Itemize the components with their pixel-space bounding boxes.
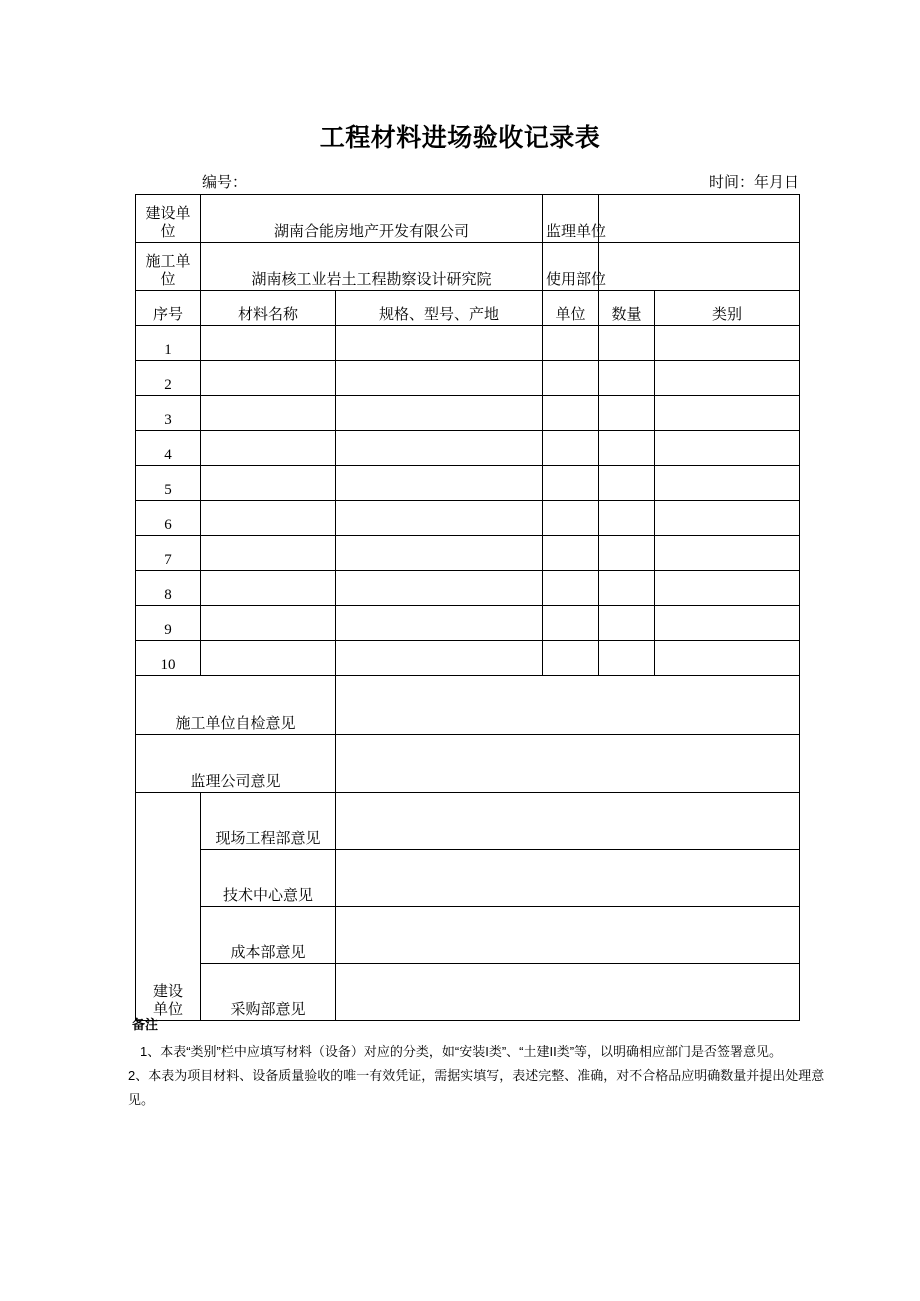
value-contractor-unit[interactable]: 湖南核工业岩土工程勘察设计研究院 [201, 243, 543, 291]
cell-qty[interactable] [599, 571, 655, 606]
cell-no: 10 [136, 641, 201, 676]
value-supervisor-company[interactable] [336, 735, 800, 793]
cell-name[interactable] [201, 326, 336, 361]
cell-spec[interactable] [336, 606, 543, 641]
label-usage-position: 使用部位 [543, 243, 599, 291]
table-row [136, 326, 800, 361]
cell-qty[interactable] [599, 641, 655, 676]
cell-qty[interactable] [599, 396, 655, 431]
cell-unit[interactable] [543, 501, 599, 536]
label-contractor-self-check: 施工单位自检意见 [136, 676, 336, 735]
label-supervisor-company: 监理公司意见 [136, 735, 336, 793]
cell-name[interactable] [201, 606, 336, 641]
cell-no: 6 [136, 501, 201, 536]
cell-qty[interactable] [599, 326, 655, 361]
cell-category[interactable] [655, 361, 800, 396]
cell-no: 5 [136, 466, 201, 501]
cell-category[interactable] [655, 606, 800, 641]
cell-spec[interactable] [336, 361, 543, 396]
cell-name[interactable] [201, 501, 336, 536]
cell-spec[interactable] [336, 326, 543, 361]
header-quantity: 数量 [599, 291, 655, 326]
label-supervision-unit: 监理单位 [543, 195, 599, 243]
cell-qty[interactable] [599, 361, 655, 396]
opinion-row-purchasing-dept [136, 964, 800, 1021]
value-cost-dept-opinion[interactable] [336, 907, 800, 964]
cell-no: 7 [136, 536, 201, 571]
table-header-row [136, 291, 800, 326]
info-row-construction-unit [136, 195, 800, 243]
cell-name[interactable] [201, 431, 336, 466]
notes-title: 备注 [132, 1017, 159, 1032]
header-material-name: 材料名称 [201, 291, 336, 326]
cell-name[interactable] [201, 571, 336, 606]
header-spec: 规格、型号、产地 [336, 291, 543, 326]
cell-category[interactable] [655, 326, 800, 361]
material-acceptance-table [135, 194, 800, 1021]
table-row [136, 361, 800, 396]
header-no: 序号 [136, 291, 201, 326]
label-site-engineering-opinion: 现场工程部意见 [201, 793, 336, 850]
info-row-contractor-unit [136, 243, 800, 291]
owner-unit-label-line1: 建设 [152, 983, 183, 1000]
cell-name[interactable] [201, 361, 336, 396]
table-row [136, 396, 800, 431]
cell-no: 8 [136, 571, 201, 606]
cell-spec[interactable] [336, 571, 543, 606]
cell-unit[interactable] [543, 431, 599, 466]
cell-qty[interactable] [599, 606, 655, 641]
cell-spec[interactable] [336, 536, 543, 571]
cell-name[interactable] [201, 466, 336, 501]
cell-category[interactable] [655, 396, 800, 431]
cell-qty[interactable] [599, 501, 655, 536]
cell-category[interactable] [655, 536, 800, 571]
value-supervision-unit[interactable] [599, 195, 800, 243]
cell-category[interactable] [655, 501, 800, 536]
cell-spec[interactable] [336, 641, 543, 676]
cell-no: 3 [136, 396, 201, 431]
opinion-row-cost-dept [136, 907, 800, 964]
form-number-label: 编号： [202, 175, 248, 191]
cell-name[interactable] [201, 536, 336, 571]
note-item-2: 2、本表为项目材料、设备质量验收的唯一有效凭证，需据实填写，表述完整、准确，对不合格品应明确数量并提出处理意见。 [128, 1068, 825, 1108]
opinion-row-site-engineering [136, 793, 800, 850]
opinion-row-supervisor-company [136, 735, 800, 793]
table-row [136, 466, 800, 501]
label-purchasing-dept-opinion: 采购部意见 [201, 964, 336, 1021]
value-contractor-self-check[interactable] [336, 676, 800, 735]
cell-name[interactable] [201, 641, 336, 676]
note-item-1: 1、本表“类别”栏中应填写材料（设备）对应的分类，如“安装I类”、“土建II类”等，以明确相应部门是否签署意见。 [140, 1044, 783, 1059]
form-date-label: 时间：年月日 [708, 175, 799, 191]
header-category: 类别 [655, 291, 800, 326]
cell-category[interactable] [655, 431, 800, 466]
page-title: 工程材料进场验收记录表 [319, 124, 601, 152]
cell-unit[interactable] [543, 361, 599, 396]
notes-section [128, 1014, 828, 1112]
cell-category[interactable] [655, 466, 800, 501]
cell-qty[interactable] [599, 466, 655, 501]
cell-unit[interactable] [543, 641, 599, 676]
cell-no: 2 [136, 361, 201, 396]
cell-spec[interactable] [336, 396, 543, 431]
cell-spec[interactable] [336, 466, 543, 501]
cell-name[interactable] [201, 396, 336, 431]
owner-unit-label-line2: 单位 [152, 1002, 183, 1019]
cell-category[interactable] [655, 571, 800, 606]
cell-unit[interactable] [543, 396, 599, 431]
cell-unit[interactable] [543, 606, 599, 641]
cell-spec[interactable] [336, 431, 543, 466]
cell-no: 1 [136, 326, 201, 361]
cell-unit[interactable] [543, 466, 599, 501]
label-construction-unit: 建设单位 [136, 195, 201, 243]
table-row [136, 606, 800, 641]
cell-category[interactable] [655, 641, 800, 676]
header-unit: 单位 [543, 291, 599, 326]
value-purchasing-dept-opinion[interactable] [336, 964, 800, 1021]
cell-unit[interactable] [543, 571, 599, 606]
label-cost-dept-opinion: 成本部意见 [201, 907, 336, 964]
table-row [136, 536, 800, 571]
cell-qty[interactable] [599, 536, 655, 571]
value-site-engineering-opinion[interactable] [336, 793, 800, 850]
opinion-row-contractor-self-check [136, 676, 800, 735]
cell-no: 9 [136, 606, 201, 641]
cell-unit[interactable] [543, 326, 599, 361]
table-row [136, 641, 800, 676]
cell-unit[interactable] [543, 536, 599, 571]
label-owner-unit-group [136, 793, 201, 1021]
cell-spec[interactable] [336, 501, 543, 536]
table-row [136, 431, 800, 466]
meta-row [135, 171, 799, 193]
table-row [136, 501, 800, 536]
value-usage-position[interactable] [599, 243, 800, 291]
value-construction-unit[interactable]: 湖南合能房地产开发有限公司 [201, 195, 543, 243]
table-row [136, 571, 800, 606]
opinion-row-tech-center [136, 850, 800, 907]
cell-no: 4 [136, 431, 201, 466]
cell-qty[interactable] [599, 431, 655, 466]
label-contractor-unit: 施工单位 [136, 243, 201, 291]
value-tech-center-opinion[interactable] [336, 850, 800, 907]
label-tech-center-opinion: 技术中心意见 [201, 850, 336, 907]
